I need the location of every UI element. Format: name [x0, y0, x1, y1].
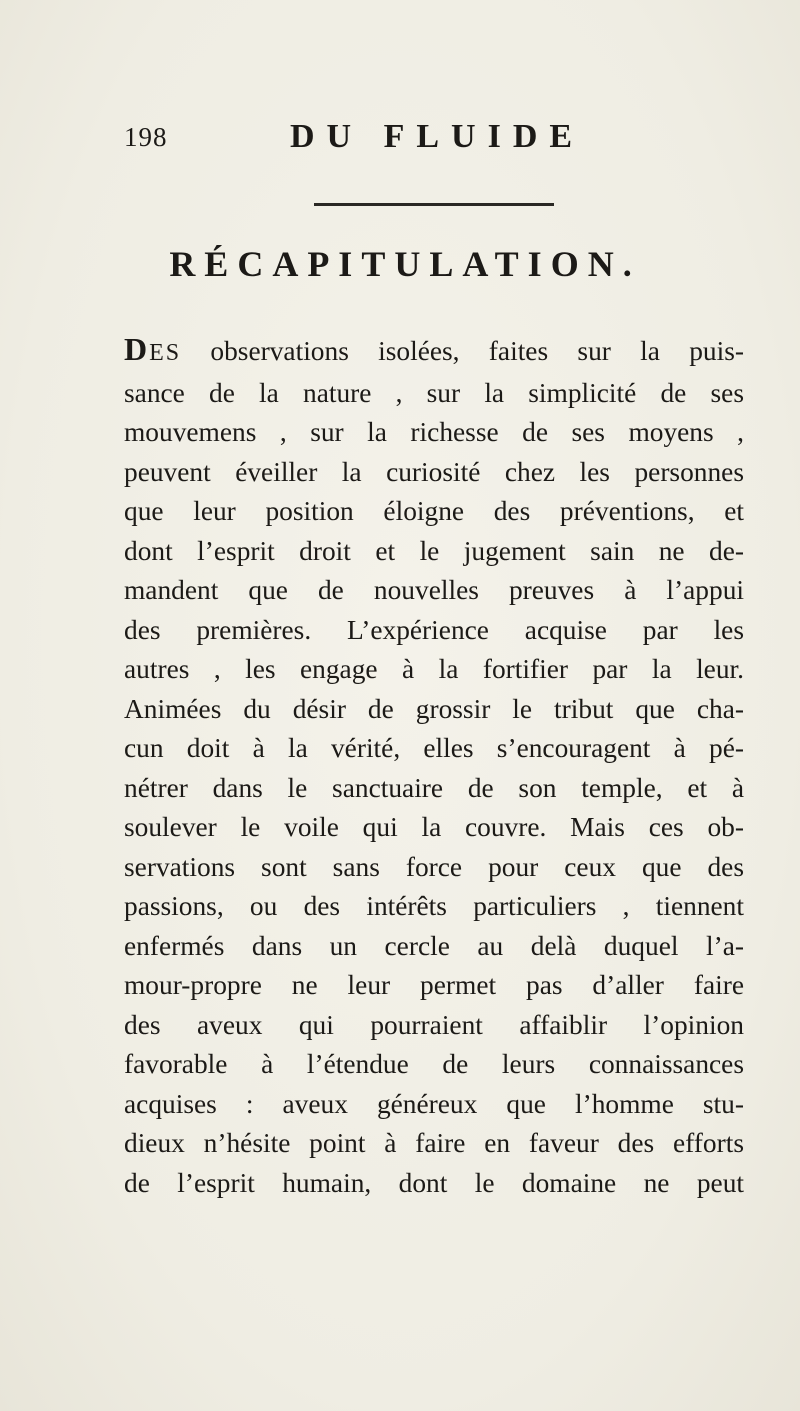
text-line: des premières. L’expérience acquise par les [124, 614, 744, 645]
text-line: DES observations isolées, faites sur la puis- [124, 331, 744, 367]
text-line: nétrer dans le sanctuaire de son temple, et à [124, 772, 744, 803]
text-line: sance de la nature , sur la simplicité de ses [124, 377, 744, 408]
text-line: mouvemens , sur la richesse de ses moyens , [124, 417, 744, 447]
text-line: enfermés dans un cercle au delà duquel l’a- [124, 930, 744, 961]
text-line: que leur position éloigne des préventions, et [124, 496, 744, 526]
text-line: mandent que de nouvelles preuves à l’appui [124, 575, 744, 605]
section-title: RÉCAPITULATION. [169, 244, 641, 284]
text-line: dont l’esprit droit et le jugement sain ne de- [124, 535, 744, 566]
text-line: de l’esprit humain, dont le domaine ne peut [124, 1167, 744, 1198]
text-line: mour-propre ne leur permet pas d’aller faire [124, 970, 744, 1000]
text-line: peuvent éveiller la curiosité chez les personnes [124, 456, 744, 487]
page-number: 198 [124, 122, 168, 152]
text-line: des aveux qui pourraient affaiblir l’opinion [124, 1009, 744, 1040]
page-header [124, 118, 604, 158]
text-line: servations sont sans force pour ceux que des [124, 851, 744, 882]
text-line: soulever le voile qui la couvre. Mais ces ob- [124, 812, 744, 842]
text-line: Animées du désir de grossir le tribut que cha- [124, 693, 744, 724]
text-line: favorable à l’étendue de leurs connaissances [124, 1049, 744, 1079]
opening-word: DES [124, 331, 182, 367]
text-line: passions, ou des intérêts particuliers , tiennent [124, 891, 744, 921]
text-line: cun doit à la vérité, elles s’encouragent à pé- [124, 733, 744, 763]
body-paragraph [124, 330, 744, 1203]
text-line: autres , les engage à la fortifier par la leur. [124, 654, 744, 684]
section-divider [314, 203, 554, 206]
text-line: dieux n’hésite point à faire en faveur des efforts [124, 1128, 744, 1158]
running-title: DU FLUIDE [290, 118, 585, 155]
text-line: acquises : aveux généreux que l’homme stu- [124, 1088, 744, 1119]
